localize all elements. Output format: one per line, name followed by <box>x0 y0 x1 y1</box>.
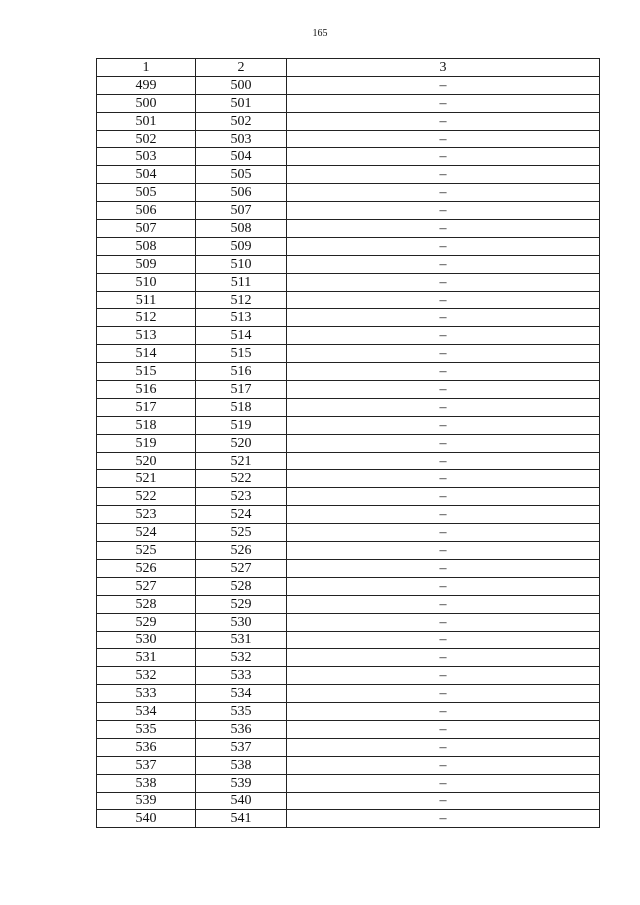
table-cell-col-2: 500 <box>196 76 287 94</box>
table-cell-col-2: 521 <box>196 452 287 470</box>
table-row <box>97 130 600 148</box>
table-row <box>97 577 600 595</box>
table-cell-col-3: – <box>287 452 600 470</box>
table-cell-col-1: 500 <box>97 94 196 112</box>
column-header-3: 3 <box>287 59 600 77</box>
table-row <box>97 112 600 130</box>
table-cell-col-2: 511 <box>196 273 287 291</box>
table-cell-col-2: 526 <box>196 542 287 560</box>
table-cell-col-2: 501 <box>196 94 287 112</box>
table-cell-col-1: 530 <box>97 631 196 649</box>
table-row <box>97 273 600 291</box>
table-cell-col-1: 525 <box>97 542 196 560</box>
table-cell-col-2: 528 <box>196 577 287 595</box>
table-cell-col-1: 535 <box>97 720 196 738</box>
table-row <box>97 613 600 631</box>
table-cell-col-3: – <box>287 255 600 273</box>
table-cell-col-1: 501 <box>97 112 196 130</box>
table-cell-col-2: 529 <box>196 595 287 613</box>
table-row <box>97 559 600 577</box>
table-cell-col-2: 503 <box>196 130 287 148</box>
table-row <box>97 184 600 202</box>
table-cell-col-2: 532 <box>196 649 287 667</box>
table-body <box>97 76 600 827</box>
table-cell-col-3: – <box>287 416 600 434</box>
table-cell-col-2: 536 <box>196 720 287 738</box>
table-cell-col-1: 511 <box>97 291 196 309</box>
table-row <box>97 488 600 506</box>
table-cell-col-3: – <box>287 220 600 238</box>
table-cell-col-3: – <box>287 703 600 721</box>
table-cell-col-3: – <box>287 166 600 184</box>
table-cell-col-3: – <box>287 577 600 595</box>
table-cell-col-2: 519 <box>196 416 287 434</box>
table-cell-col-3: – <box>287 613 600 631</box>
table-row <box>97 166 600 184</box>
table-cell-col-2: 533 <box>196 667 287 685</box>
table-row <box>97 291 600 309</box>
table-cell-col-1: 532 <box>97 667 196 685</box>
page-number: 165 <box>312 28 328 39</box>
table-cell-col-3: – <box>287 774 600 792</box>
table-cell-col-3: – <box>287 184 600 202</box>
table-row <box>97 649 600 667</box>
table-cell-col-3: – <box>287 434 600 452</box>
table-cell-col-1: 538 <box>97 774 196 792</box>
table-row <box>97 524 600 542</box>
table-cell-col-3: – <box>287 506 600 524</box>
table-row <box>97 416 600 434</box>
table-cell-col-2: 513 <box>196 309 287 327</box>
table-cell-col-1: 522 <box>97 488 196 506</box>
table-cell-col-3: – <box>287 112 600 130</box>
table-cell-col-1: 524 <box>97 524 196 542</box>
table-row <box>97 542 600 560</box>
table-cell-col-2: 505 <box>196 166 287 184</box>
table-row <box>97 738 600 756</box>
table-cell-col-1: 503 <box>97 148 196 166</box>
table-cell-col-3: – <box>287 720 600 738</box>
table-cell-col-2: 527 <box>196 559 287 577</box>
table-cell-col-2: 522 <box>196 470 287 488</box>
table-cell-col-1: 515 <box>97 363 196 381</box>
table-cell-col-2: 516 <box>196 363 287 381</box>
table-cell-col-3: – <box>287 291 600 309</box>
table-row <box>97 667 600 685</box>
table-row <box>97 327 600 345</box>
table-row <box>97 506 600 524</box>
table-cell-col-3: – <box>287 685 600 703</box>
table-cell-col-2: 537 <box>196 738 287 756</box>
table-cell-col-2: 518 <box>196 398 287 416</box>
table-cell-col-1: 502 <box>97 130 196 148</box>
table-cell-col-1: 519 <box>97 434 196 452</box>
table-cell-col-1: 534 <box>97 703 196 721</box>
table-cell-col-3: – <box>287 524 600 542</box>
table-cell-col-3: – <box>287 148 600 166</box>
table-cell-col-2: 502 <box>196 112 287 130</box>
table-cell-col-2: 508 <box>196 220 287 238</box>
table-cell-col-1: 506 <box>97 202 196 220</box>
table-cell-col-3: – <box>287 738 600 756</box>
table-cell-col-1: 533 <box>97 685 196 703</box>
table-row <box>97 255 600 273</box>
table-row <box>97 345 600 363</box>
table-cell-col-3: – <box>287 237 600 255</box>
table-cell-col-3: – <box>287 667 600 685</box>
table-cell-col-2: 540 <box>196 792 287 810</box>
table-cell-col-2: 514 <box>196 327 287 345</box>
table-cell-col-3: – <box>287 488 600 506</box>
table-cell-col-1: 521 <box>97 470 196 488</box>
table-cell-col-1: 505 <box>97 184 196 202</box>
table-cell-col-1: 520 <box>97 452 196 470</box>
table-cell-col-1: 536 <box>97 738 196 756</box>
table-cell-col-1: 508 <box>97 237 196 255</box>
table-row <box>97 631 600 649</box>
table-cell-col-1: 529 <box>97 613 196 631</box>
table-cell-col-1: 509 <box>97 255 196 273</box>
table-cell-col-3: – <box>287 595 600 613</box>
table-cell-col-3: – <box>287 631 600 649</box>
table-cell-col-3: – <box>287 76 600 94</box>
table-cell-col-2: 520 <box>196 434 287 452</box>
table-cell-col-2: 541 <box>196 810 287 828</box>
table-cell-col-2: 535 <box>196 703 287 721</box>
table-cell-col-3: – <box>287 810 600 828</box>
table-row <box>97 237 600 255</box>
table-row <box>97 810 600 828</box>
table-cell-col-2: 515 <box>196 345 287 363</box>
table-row <box>97 398 600 416</box>
data-table <box>96 58 600 828</box>
table-cell-col-1: 526 <box>97 559 196 577</box>
table-row <box>97 434 600 452</box>
table-row <box>97 595 600 613</box>
table-cell-col-2: 538 <box>196 756 287 774</box>
table-row <box>97 720 600 738</box>
table-cell-col-1: 523 <box>97 506 196 524</box>
table-cell-col-3: – <box>287 202 600 220</box>
table-cell-col-2: 534 <box>196 685 287 703</box>
table-cell-col-2: 506 <box>196 184 287 202</box>
table-row <box>97 703 600 721</box>
table-row <box>97 94 600 112</box>
table-cell-col-3: – <box>287 327 600 345</box>
table-cell-col-1: 517 <box>97 398 196 416</box>
table-row <box>97 792 600 810</box>
table-row <box>97 363 600 381</box>
table-cell-col-3: – <box>287 792 600 810</box>
table-row <box>97 774 600 792</box>
table-header-row <box>97 59 600 77</box>
table-row <box>97 756 600 774</box>
table-cell-col-2: 524 <box>196 506 287 524</box>
table-cell-col-3: – <box>287 542 600 560</box>
table-row <box>97 309 600 327</box>
table-cell-col-3: – <box>287 363 600 381</box>
table-cell-col-2: 509 <box>196 237 287 255</box>
column-header-1: 1 <box>97 59 196 77</box>
table-cell-col-1: 513 <box>97 327 196 345</box>
table-cell-col-1: 537 <box>97 756 196 774</box>
table-cell-col-1: 540 <box>97 810 196 828</box>
table-cell-col-3: – <box>287 559 600 577</box>
table-cell-col-2: 531 <box>196 631 287 649</box>
table-cell-col-2: 510 <box>196 255 287 273</box>
table-cell-col-1: 516 <box>97 381 196 399</box>
table-cell-col-1: 499 <box>97 76 196 94</box>
table-row <box>97 148 600 166</box>
column-header-2: 2 <box>196 59 287 77</box>
table-cell-col-1: 512 <box>97 309 196 327</box>
table-cell-col-3: – <box>287 94 600 112</box>
table-cell-col-1: 504 <box>97 166 196 184</box>
table-cell-col-1: 507 <box>97 220 196 238</box>
table-row <box>97 470 600 488</box>
table-cell-col-2: 504 <box>196 148 287 166</box>
table-cell-col-1: 528 <box>97 595 196 613</box>
table-row <box>97 685 600 703</box>
table-cell-col-3: – <box>287 470 600 488</box>
table-cell-col-3: – <box>287 756 600 774</box>
table-row <box>97 452 600 470</box>
table-cell-col-1: 514 <box>97 345 196 363</box>
table-cell-col-2: 517 <box>196 381 287 399</box>
table-cell-col-3: – <box>287 130 600 148</box>
table-cell-col-3: – <box>287 381 600 399</box>
table-cell-col-2: 523 <box>196 488 287 506</box>
table-cell-col-2: 525 <box>196 524 287 542</box>
table-cell-col-3: – <box>287 345 600 363</box>
table-cell-col-1: 518 <box>97 416 196 434</box>
table-row <box>97 202 600 220</box>
table-cell-col-1: 539 <box>97 792 196 810</box>
table-cell-col-2: 512 <box>196 291 287 309</box>
table-cell-col-3: – <box>287 273 600 291</box>
table-cell-col-2: 507 <box>196 202 287 220</box>
table-cell-col-3: – <box>287 649 600 667</box>
table-cell-col-2: 530 <box>196 613 287 631</box>
table-cell-col-1: 531 <box>97 649 196 667</box>
table-cell-col-3: – <box>287 398 600 416</box>
table-row <box>97 76 600 94</box>
table-cell-col-2: 539 <box>196 774 287 792</box>
table-row <box>97 220 600 238</box>
table-cell-col-3: – <box>287 309 600 327</box>
table-cell-col-1: 527 <box>97 577 196 595</box>
table-row <box>97 381 600 399</box>
table-cell-col-1: 510 <box>97 273 196 291</box>
